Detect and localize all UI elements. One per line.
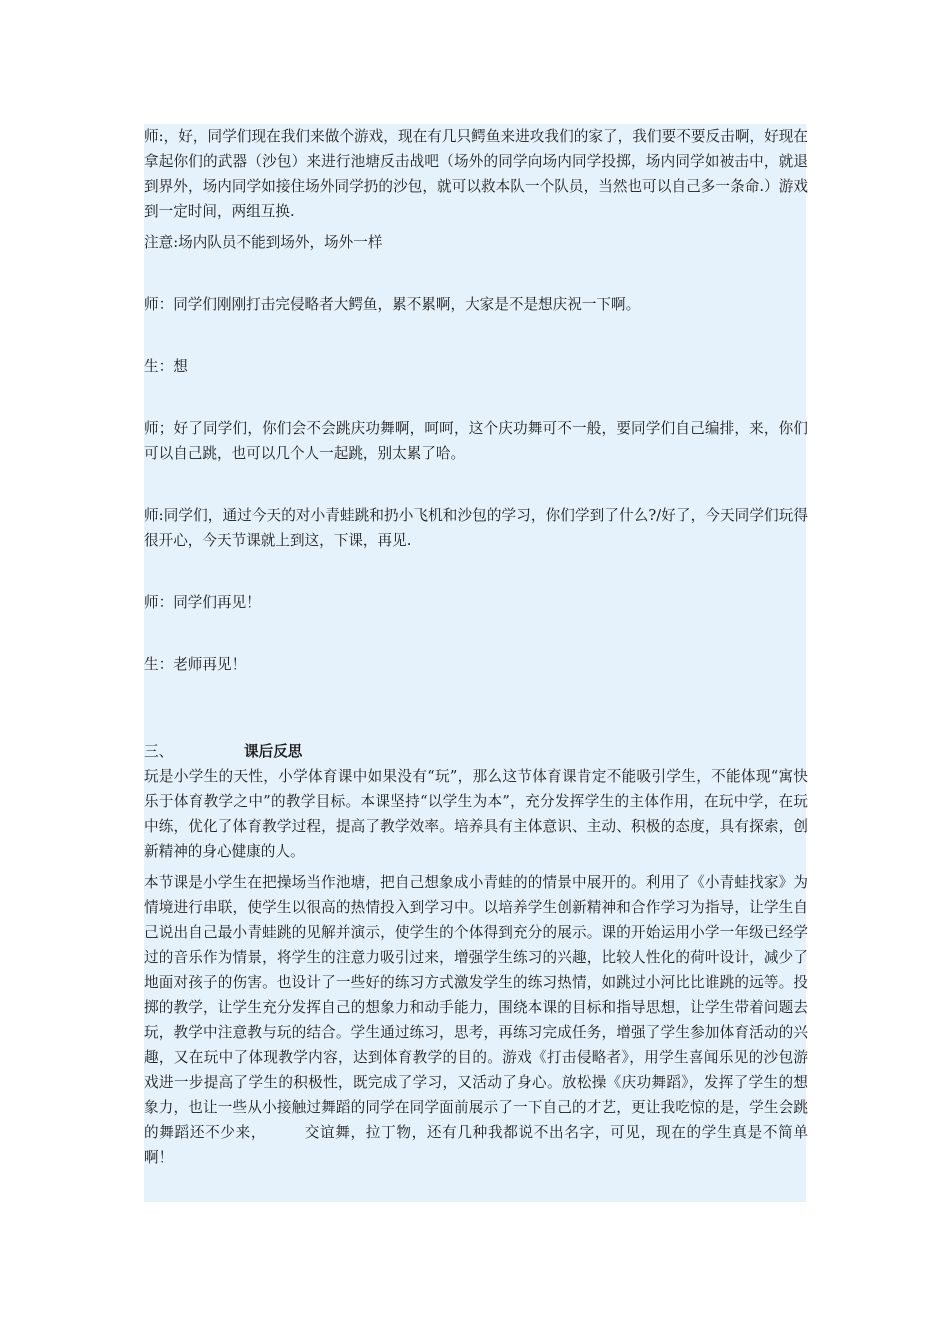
dialogue-paragraph-8: 生：老师再见！ <box>144 656 247 673</box>
dialogue-paragraph-6: 师:同学们，通过今天的对小青蛙跳和扔小飞机和沙包的学习，你们学到了什么?/好了，今天同学们玩得很开心，今天节课就上到这，下课，再见. <box>144 507 808 549</box>
dialogue-paragraph-4: 生：想 <box>144 358 188 375</box>
reflection-paragraph-2: 本节课是小学生在把操场当作池塘，把自己想象成小青蛙的的情景中展开的。利用了《小青蛙找家》为情境进行串联，使学生以很高的热情投入到学习中。以培养学生创新精神和合作学习为指导，让学生自己说出自己最小青蛙跳的见解并演示，使学生的个体得到充分的展示。课的开始运用小学一年级已经学过的音乐作为情景，将学生的注意力吸引过来，增强学生练习的兴趣，比较人性化的荷叶设计，减少了地面对孩子的伤害。也设计了一些好的练习方式激发学生的练习热情，如跳过小河比比谁跳的远等。投掷的教学，让学生充分发挥自己的想象力和动手能力，围绕本课的目标和指导思想，让学生带着问题去玩，教学中注意教与玩的结合。学生通过练习，思考，再练习完成任务，增强了学生参加体育活动的兴趣，又在玩中了体现教学内容，达到体育教学的目的。游戏《打击侵略者》，用学生喜闻乐见的沙包游戏进一步提高了学生的积极性，既完成了学习，又活动了身心。放松操《庆功舞蹈》，发挥了学生的想象力，也让一些从小接触过舞蹈的同学在同学面前展示了一下自己的才艺，更让我吃惊的是，学生会跳的舞蹈还不少来， 交谊舞，拉丁物，还有几种我都说不出名字，可见，现在的学生真是不简单啊！ <box>144 874 808 1166</box>
section-title: 课后反思 <box>244 743 303 760</box>
dialogue-paragraph-5: 师；好了同学们，你们会不会跳庆功舞啊，呵呵，这个庆功舞可不一般，要同学们自己编排，来，你们可以自己跳，也可以几个人一起跳，别太累了哈。 <box>144 420 808 462</box>
reflection-paragraph-1: 玩是小学生的天性，小学体育课中如果没有“玩”，那么这节体育课肯定不能吸引学生，不能体现“寓快乐于体育教学之中”的教学目标。本课坚持“以学生为本”，充分发挥学生的主体作用，在玩中学，在玩中练，优化了体育教学过程，提高了教学效率。培养具有主体意识、主动、积极的态度，具有探索，创新精神的身心健康的人。 <box>144 768 808 860</box>
section-number: 三、 <box>144 743 174 760</box>
dialogue-paragraph-3: 师：同学们刚刚打击完侵略者大鳄鱼，累不累啊，大家是不是想庆祝一下啊。 <box>144 296 641 313</box>
dialogue-paragraph-2: 注意:场内队员不能到场外，场外一样 <box>144 234 383 251</box>
dialogue-paragraph-7: 师：同学们再见！ <box>144 594 261 611</box>
section-heading <box>144 739 808 764</box>
document-body <box>144 124 808 1170</box>
dialogue-paragraph-1: 师:，好，同学们现在我们来做个游戏，现在有几只鳄鱼来进攻我们的家了，我们要不要反击啊，好现在拿起你们的武器（沙包）来进行池塘反击战吧（场外的同学向场内同学投掷，场内同学如被击中，就退到界外，场内同学如接住场外同学扔的沙包，就可以救本队一个队员，当然也可以自己多一条命.）游戏到一定时间，两组互换. <box>144 128 808 220</box>
